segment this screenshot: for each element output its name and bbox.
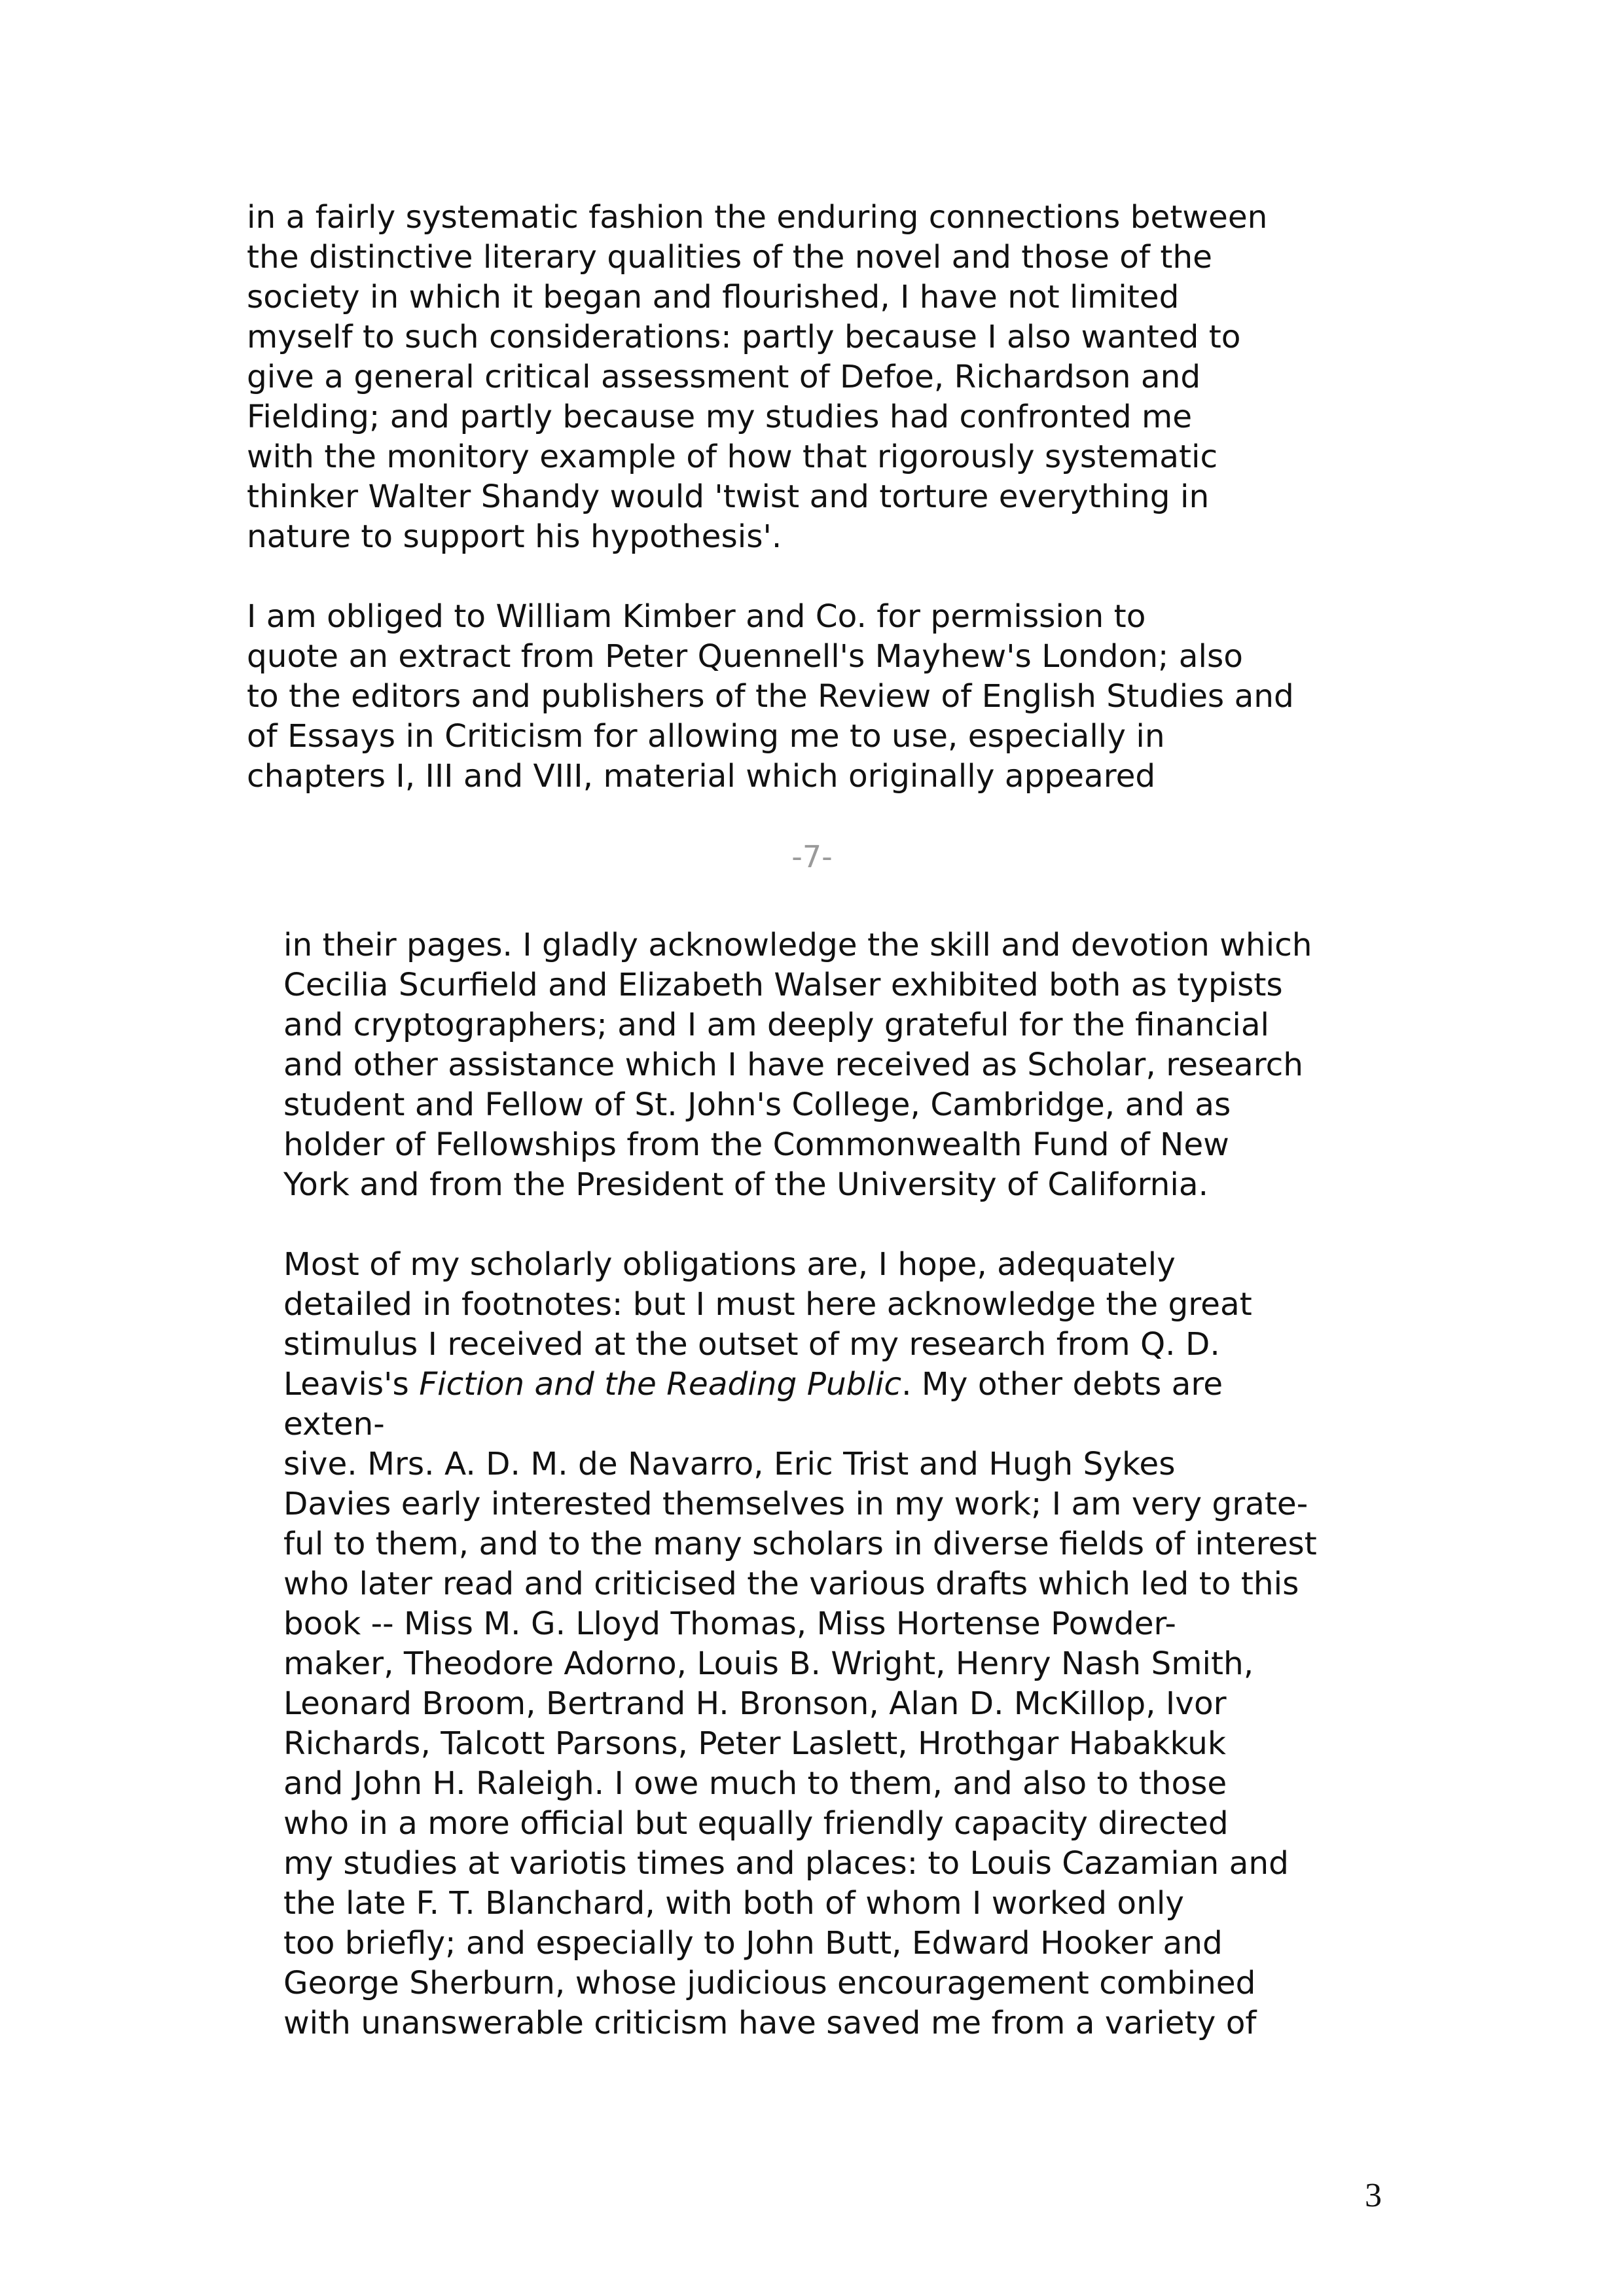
page-number: 3: [1365, 2177, 1382, 2214]
text-line: exten-: [283, 1406, 385, 1443]
text-line: George Sherburn, whose judicious encouragement combined: [283, 1965, 1256, 2001]
text-line: detailed in footnotes: but I must here acknowledge the great: [283, 1286, 1252, 1323]
text-line: stimulus I received at the outset of my research from Q. D.: [283, 1326, 1220, 1363]
text-line: my studies at variotis times and places: to Louis Cazamian and: [283, 1845, 1289, 1882]
text-line: Leonard Broom, Bertrand H. Bronson, Alan D. McKillop, Ivor: [283, 1685, 1227, 1722]
text-line: with the monitory example of how that rigorously systematic: [247, 439, 1218, 475]
text-line: nature to support his hypothesis'.: [247, 518, 782, 555]
text-line: maker, Theodore Adorno, Louis B. Wright, Henry Nash Smith,: [283, 1645, 1254, 1682]
text-line-with-title: [283, 1365, 1317, 1405]
text-line: ful to them, and to the many scholars in diverse fields of interest: [283, 1526, 1317, 1562]
text-line: York and from the President of the University of California.: [283, 1166, 1209, 1203]
text-line: too briefly; and especially to John Butt, Edward Hooker and: [283, 1925, 1223, 1962]
text-line: student and Fellow of St. John's College, Cambridge, and as: [283, 1086, 1231, 1123]
text-line: give a general critical assessment of Defoe, Richardson and: [247, 359, 1201, 395]
text-segment: Leavis's: [283, 1366, 420, 1403]
text-line: I am obliged to William Kimber and Co. for permission to: [247, 598, 1146, 635]
page-marker: -7-: [791, 839, 833, 874]
text-line: holder of Fellowships from the Commonwealth Fund of New: [283, 1126, 1229, 1163]
text-line: in a fairly systematic fashion the enduring connections between: [247, 199, 1268, 236]
text-line: society in which it began and flourished, I have not limited: [247, 279, 1180, 315]
text-line: thinker Walter Shandy would 'twist and torture everything in: [247, 478, 1210, 515]
text-segment: . My other debts are: [901, 1366, 1223, 1403]
text-line: the late F. T. Blanchard, with both of whom I worked only: [283, 1885, 1184, 1922]
text-line: who later read and criticised the various drafts which led to this: [283, 1566, 1299, 1602]
text-line: Davies early interested themselves in my work; I am very grate-: [283, 1486, 1308, 1522]
text-line: quote an extract from Peter Quennell's Mayhew's London; also: [247, 638, 1243, 675]
text-line: to the editors and publishers of the Review of English Studies and: [247, 678, 1294, 715]
paragraph-scholarly-obligations: [283, 1245, 1317, 2043]
text-line: Most of my scholarly obligations are, I hope, adequately: [283, 1246, 1176, 1283]
text-line: the distinctive literary qualities of the novel and those of the: [247, 239, 1213, 276]
text-line: Richards, Talcott Parsons, Peter Laslett, Hrothgar Habakkuk: [283, 1725, 1226, 1762]
paragraph-preface-continued: [247, 198, 1267, 557]
book-title: Fiction and the Reading Public: [419, 1366, 902, 1403]
text-line: chapters I, III and VIII, material which originally appeared: [247, 758, 1156, 795]
text-line: and cryptographers; and I am deeply grateful for the financial: [283, 1007, 1270, 1043]
text-line: with unanswerable criticism have saved me from a variety of: [283, 2005, 1257, 2041]
paragraph-permissions: [247, 597, 1294, 797]
text-line: Cecilia Scurfield and Elizabeth Walser exhibited both as typists: [283, 967, 1283, 1003]
text-line: myself to such considerations: partly because I also wanted to: [247, 319, 1241, 355]
text-line: sive. Mrs. A. D. M. de Navarro, Eric Trist and Hugh Sykes: [283, 1446, 1176, 1482]
text-line: Fielding; and partly because my studies had confronted me: [247, 399, 1193, 435]
text-line: who in a more official but equally friendly capacity directed: [283, 1805, 1229, 1842]
text-line: and other assistance which I have received as Scholar, research: [283, 1047, 1304, 1083]
paragraph-acknowledgements: [283, 925, 1312, 1205]
text-line: in their pages. I gladly acknowledge the skill and devotion which: [283, 927, 1312, 963]
text-line: book -- Miss M. G. Lloyd Thomas, Miss Hortense Powder-: [283, 1605, 1176, 1642]
text-line: and John H. Raleigh. I owe much to them, and also to those: [283, 1765, 1227, 1802]
text-line: of Essays in Criticism for allowing me to use, especially in: [247, 718, 1165, 755]
